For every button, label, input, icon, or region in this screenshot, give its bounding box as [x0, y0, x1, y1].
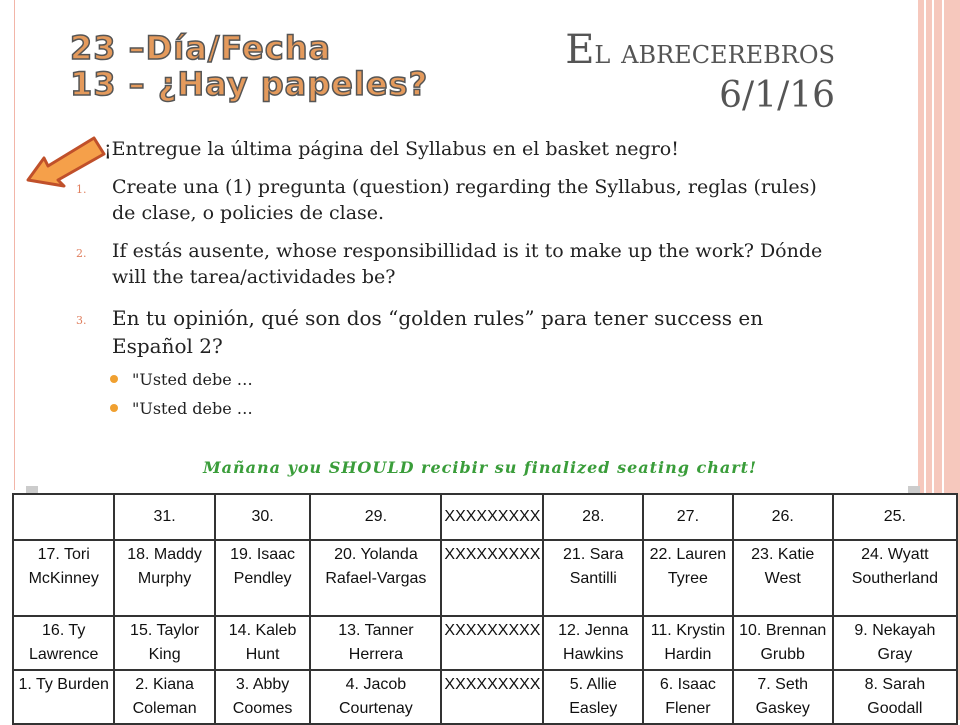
table-cell: 30. [215, 494, 311, 540]
table-cell: 13. Tanner Herrera [310, 616, 441, 670]
table-cell: 3. Abby Coomes [215, 670, 311, 724]
table-cell: 1. Ty Burden [13, 670, 114, 724]
slide-left-rule [14, 0, 15, 490]
table-cell: 10. Brennan Grubb [733, 616, 833, 670]
table-cell: 16. Ty Lawrence [13, 616, 114, 670]
table-row [13, 670, 957, 724]
table-cell: 27. [643, 494, 733, 540]
table-cell: 23. Katie West [733, 540, 833, 616]
bullet-dot-icon [110, 375, 118, 383]
bullet-dot-icon [110, 404, 118, 412]
table-cell: 7. Seth Gaskey [733, 670, 833, 724]
table-cell: 28. [543, 494, 643, 540]
table-cell: 20. Yolanda Rafael-Vargas [310, 540, 441, 616]
table-cell: 15. Taylor King [114, 616, 214, 670]
intro-line: ¡Entregue la última página del Syllabus en el basket negro! [104, 138, 679, 160]
table-row [13, 616, 957, 670]
item-number: 2. [76, 247, 87, 260]
table-cell: XXXXXXXXX [441, 670, 543, 724]
title-left-line1: 23 –Día/Fecha [70, 29, 332, 67]
title-rest: l abrecerebros [594, 32, 835, 72]
table-cell: 31. [114, 494, 214, 540]
table-cell: XXXXXXXXX [441, 616, 543, 670]
table-cell: 2. Kiana Coleman [114, 670, 214, 724]
table-cell: 6. Isaac Flener [643, 670, 733, 724]
seating-header-row [13, 494, 957, 540]
title-date: 6/1/16 [719, 75, 835, 116]
seating-notice: Mañana you SHOULD recibir su finalized seating chart! [202, 458, 758, 477]
item-text: Create una (1) pregunta (question) regarding the Syllabus, reglas (rules) de clase, o policies de clase. [112, 176, 817, 224]
item-number: 1. [76, 183, 87, 196]
slide-title-right [565, 28, 835, 118]
item-text: If estás ausente, whose responsibillidad is it to make up the work? Dónde will the tarea/actividades be? [112, 240, 823, 288]
table-cell: 21. Sara Santilli [543, 540, 643, 616]
table-cell: 25. [833, 494, 957, 540]
table-cell: 14. Kaleb Hunt [215, 616, 311, 670]
item-text: En tu opinión, qué son dos “golden rules” para tener success en Español 2? [112, 306, 764, 358]
table-cell: 17. Tori McKinney [13, 540, 114, 616]
table-cell: 26. [733, 494, 833, 540]
arrow-left-icon [24, 136, 108, 192]
title-first-letter: E [565, 27, 595, 73]
table-cell: XXXXXXXXX [441, 540, 543, 616]
table-cell: 19. Isaac Pendley [215, 540, 311, 616]
title-left-line2: 13 – ¿Hay papeles? [70, 65, 429, 103]
table-cell: 12. Jenna Hawkins [543, 616, 643, 670]
table-cell: 22. Lauren Tyree [643, 540, 733, 616]
table-cell: 11. Krystin Hardin [643, 616, 733, 670]
table-cell: 24. Wyatt Southerland [833, 540, 957, 616]
sub-bullet-text: "Usted debe … [132, 370, 253, 389]
table-cell: 29. [310, 494, 441, 540]
table-cell: 5. Allie Easley [543, 670, 643, 724]
item-number: 3. [76, 314, 87, 327]
sub-bullet-text: "Usted debe … [132, 399, 253, 418]
table-cell: 8. Sarah Goodall [833, 670, 957, 724]
table-cell [13, 494, 114, 540]
table-cell: 4. Jacob Courtenay [310, 670, 441, 724]
slide-title-left [70, 30, 430, 102]
table-cell: XXXXXXXXX [441, 494, 543, 540]
table-cell: 18. Maddy Murphy [114, 540, 214, 616]
seating-chart-table [12, 493, 958, 725]
table-row [13, 540, 957, 616]
table-cell: 9. Nekayah Gray [833, 616, 957, 670]
